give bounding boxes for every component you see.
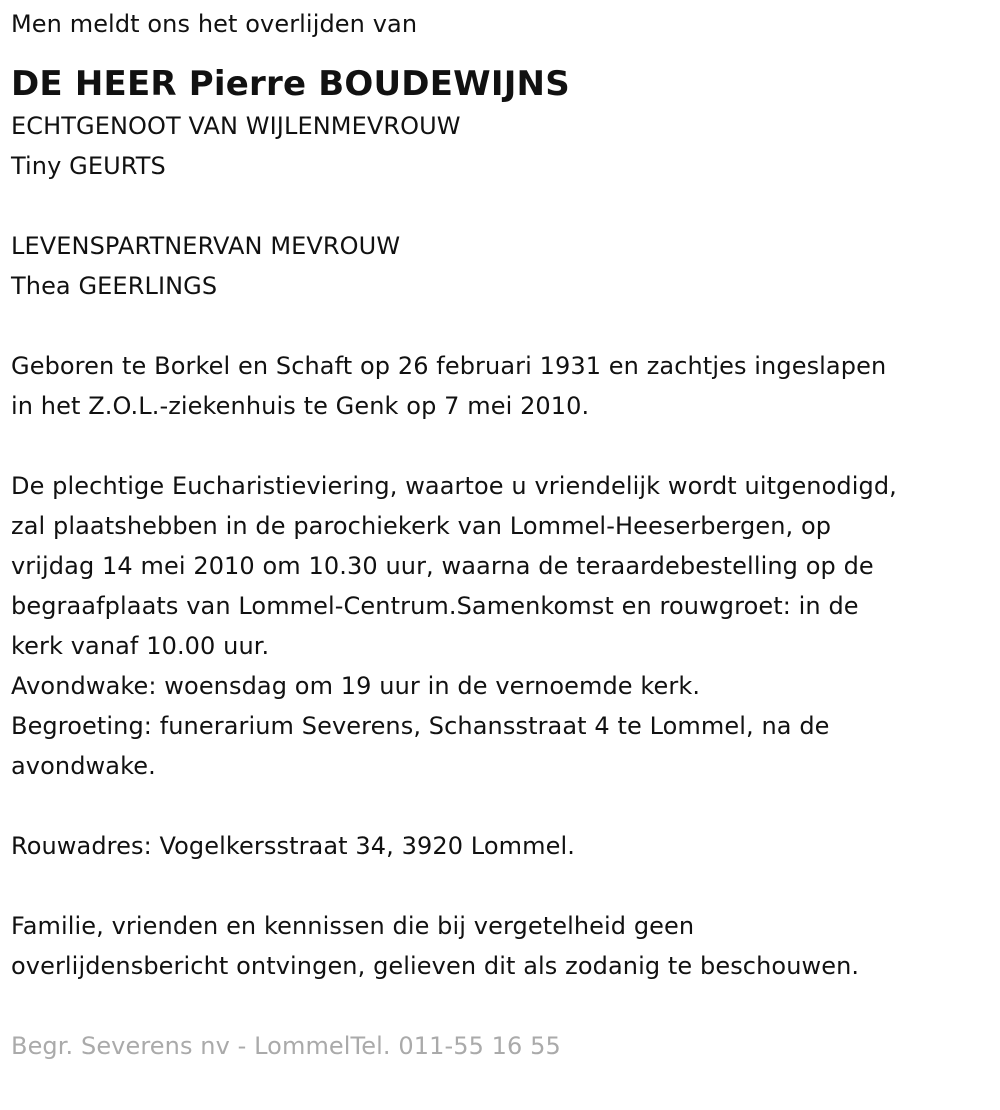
spouse-label: ECHTGENOOT VAN WIJLENMEVROUW [11,112,461,140]
birth-death-line: in het Z.O.L.-ziekenhuis te Genk op 7 mei 2010. [11,392,590,420]
spacer [11,786,990,826]
ceremony-line: zal plaatshebben in de parochiekerk van Lommel-Heeserbergen, op [11,512,832,540]
closing-line: Familie, vrienden en kennissen die bij vergetelheid geen [11,912,695,940]
ceremony-line: De plechtige Eucharistieviering, waartoe u vriendelijk wordt uitgenodigd, [11,472,897,500]
spacer [11,986,990,1026]
partner-name: Thea GEERLINGS [11,272,218,300]
intro-text: Men meldt ons het overlijden van [11,10,418,38]
birth-death-line: Geboren te Borkel en Schaft op 26 februari 1931 en zachtjes ingeslapen [11,352,887,380]
deceased-name: DE HEER Pierre BOUDEWIJNS [11,64,570,104]
ceremony-line: begraafplaats van Lommel-Centrum.Samenkomst en rouwgroet: in de [11,592,859,620]
spacer [11,426,990,466]
vigil-line: Avondwake: woensdag om 19 uur in de vernoemde kerk. [11,672,701,700]
spacer [11,866,990,906]
greeting-line: avondwake. [11,752,156,780]
mourning-address: Rouwadres: Vogelkersstraat 34, 3920 Lommel. [11,832,575,860]
partner-label: LEVENSPARTNERVAN MEVROUW [11,232,401,260]
closing-line: overlijdensbericht ontvingen, gelieven dit als zodanig te beschouwen. [11,952,860,980]
spacer [11,186,990,226]
greeting-line: Begroeting: funerarium Severens, Schansstraat 4 te Lommel, na de [11,712,830,740]
ceremony-line: kerk vanaf 10.00 uur. [11,632,270,660]
spouse-name: Tiny GEURTS [11,152,166,180]
ceremony-line: vrijdag 14 mei 2010 om 10.30 uur, waarna de teraardebestelling op de [11,552,874,580]
funeral-home-footer: Begr. Severens nv - LommelTel. 011-55 16 55 [11,1032,561,1060]
spacer [11,306,990,346]
